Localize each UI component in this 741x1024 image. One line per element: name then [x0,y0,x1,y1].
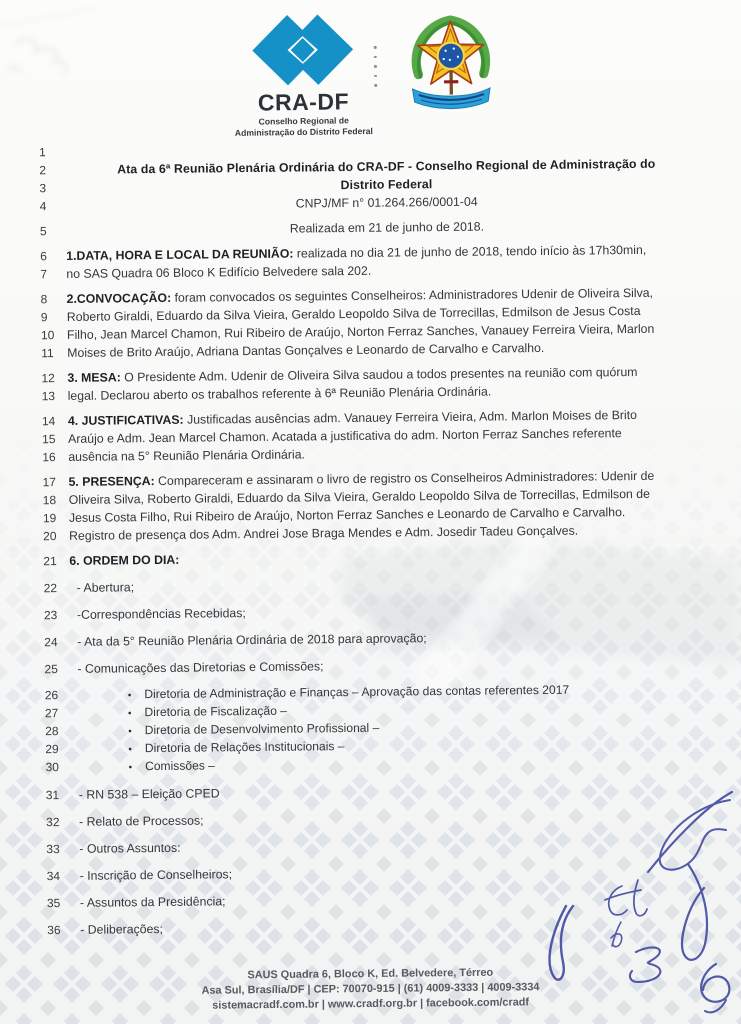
line-text: Distrito Federal [340,177,433,193]
line-text: Registro de presença dos Adm. Andrei Jose Braga Mendes e Adm. Josedir Tadeu Gonçalves. [69,523,579,543]
line-number: 14 [41,414,56,429]
line-number: 17 [42,475,56,490]
document-lines [0,136,741,940]
line-text: Filho, Jean Marcel Chamon, Rui Ribeiro de Araújo, Norton Ferraz Sanches, Vanauey Ferreira Vieira, Marlon [66,321,655,342]
footer-contact-line: Asa Sul, Brasília/DF | CEP: 70070-915 | (61) 4009-3333 | 4009-3334 [201,981,540,997]
line-number: 1 [39,145,46,160]
line-number: 8 [40,292,48,307]
doc-line [7,779,741,805]
logo-tagline-line2: Administração do Distrito Federal [234,125,373,138]
line-number: 33 [46,842,60,857]
brazil-coat-of-arms-icon [398,8,503,111]
line-text: - RN 538 – Eleição CPED [78,786,220,802]
line-text: • Comissões – [71,752,741,777]
doc-line [1,215,741,241]
line-number: 24 [44,635,58,650]
line-text: no SAS Quadra 06 Bloco K Edifício Belvedere sala 202. [66,263,372,281]
line-text: Oliveira Silva, Roberto Giraldi, Eduardo da Silva Vieira, Geraldo Leopoldo Silva de Torrecillas, Edmilson de [68,486,650,507]
document-header [0,0,741,145]
line-number: 26 [44,688,59,703]
separator-dots-icon [374,46,377,87]
line-number: 30 [45,760,59,775]
line-number: 36 [47,923,61,938]
line-text: Moises de Brito Araújo, Adriana Dantas Gonçalves e Leonardo de Carvalho e Carvalho. [67,340,545,360]
line-number: 18 [42,493,57,508]
line-number: 35 [46,896,61,911]
document-footer [0,963,741,1016]
line-number: 23 [43,608,58,623]
line-text: • Diretoria de Relações Institucionais – [71,734,741,759]
doc-line [8,887,741,913]
doc-line [8,860,741,886]
line-text: • Diretoria de Fiscalização – [71,698,741,723]
line-text: Araújo e Adm. Jean Marcel Chamon. Acatada a justificativa do adm. Norton Ferraz Sanches referente [68,426,622,446]
bullet-icon: • [128,762,133,774]
line-number: 4 [39,199,47,214]
cra-df-logo [227,12,379,138]
line-number: 22 [43,581,58,596]
line-text: 5. PRESENÇA: Compareceram e assinaram o livro de registro os Conselheiros Administradores: Udenir de [68,468,655,489]
line-number: 16 [42,450,56,465]
line-number: 19 [42,511,57,526]
doc-line [7,806,741,832]
line-text: 1.DATA, HORA E LOCAL DA REUNIÃO: realizada no dia 21 de junho de 2018, tendo início às 17h30min, [66,242,647,263]
line-text: CNPJ/MF n° 01.264.266/0001-04 [295,194,478,211]
line-text: - Assuntos da Presidência; [79,894,226,910]
line-text: legal. Declarou aberto os trabalhos referente à 6ª Reunião Plenária Ordinária. [67,384,492,403]
cra-df-logo-icon [250,12,355,87]
line-number: 2 [39,163,47,178]
line-text: - Ata da 5° Reunião Plenária Ordinária de 2018 para aprovação; [77,631,427,649]
line-text: Roberto Giraldi, Eduardo da Silva Vieira, Geraldo Leopoldo Silva de Torrecillas, Edmilson de Jesus Costa [66,303,641,324]
line-text: ausência na 5° Reunião Plenária Ordinária. [68,447,306,464]
footer-web-line: sistemacradf.com.br | www.cradf.org.br | facebook.com/cradf [212,996,530,1012]
line-number: 15 [42,432,56,447]
line-text: Realizada em 21 de junho de 2018. [289,219,485,236]
bullet-icon: • [127,708,132,720]
doc-line [5,653,741,679]
doc-line [5,626,741,652]
line-text: 6. ORDEM DO DIA: [69,552,180,568]
line-number: 29 [45,742,59,757]
line-number: 9 [40,310,48,325]
line-text: Jesus Costa Filho, Rui Ribeiro de Araújo, Norton Ferraz Sanches e Leonardo de Carvalho e Carvalho. [68,505,626,525]
line-text: 4. JUSTIFICATIVAS: Justificadas ausências adm. Vanauey Ferreira Vieira, Adm. Marlon Moises de Brito [67,407,638,428]
line-number: 20 [43,529,57,544]
doc-line [4,545,741,571]
line-number: 28 [45,724,59,739]
line-number: 11 [41,346,54,361]
line-text: • Diretoria de Administração e Finanças – Aprovação das contas referentes 2017 [71,680,741,705]
line-number: 21 [43,554,57,569]
doc-line [5,572,741,598]
line-number: 5 [39,224,47,239]
bullet-icon: • [128,726,132,738]
doc-line [5,599,741,625]
bullet-icon: • [127,690,132,702]
line-text: Ata da 6ª Reunião Plenária Ordinária do CRA-DF - Conselho Regional de Administração do [117,156,656,177]
line-text: - Deliberações; [80,921,164,937]
line-text: 2.CONVOCAÇÃO: foram convocados os seguintes Conselheiros: Administradores Udenir de Oliveira Silva, [66,285,654,306]
line-text: - Outros Assuntos: [79,840,181,856]
doc-line [7,833,741,859]
line-number: 3 [39,181,47,196]
line-text: - Abertura; [76,580,135,595]
line-number: 6 [40,249,47,264]
line-text: - Relato de Processos; [79,813,204,829]
line-text: 3. MESA: O Presidente Adm. Udenir de Oliveira Silva saudou a todos presentes na reunião com quórum [67,364,638,385]
line-text: - Comunicações das Diretorias e Comissões; [77,659,324,676]
footer-address-line: SAUS Quadra 6, Bloco K, Ed. Belvedere, Térreo [247,966,494,982]
line-number: 32 [46,815,60,830]
logo-tagline-line1: Conselho Regional de [258,115,349,127]
line-text: - Inscrição de Conselheiros; [79,867,233,883]
line-number: 25 [44,662,58,677]
line-number: 34 [46,869,61,884]
line-number: 12 [41,371,55,386]
line-text: -Correspondências Recebidas; [76,606,246,622]
logo-acronym: CRA-DF [257,88,350,116]
bullet-icon: • [128,744,132,756]
line-number: 7 [40,267,48,282]
line-text: • Diretoria de Desenvolvimento Profissional – [71,716,741,741]
line-number: 10 [40,328,55,343]
line-number: 13 [41,389,56,404]
line-number: 27 [44,706,59,721]
line-number: 31 [45,788,60,803]
